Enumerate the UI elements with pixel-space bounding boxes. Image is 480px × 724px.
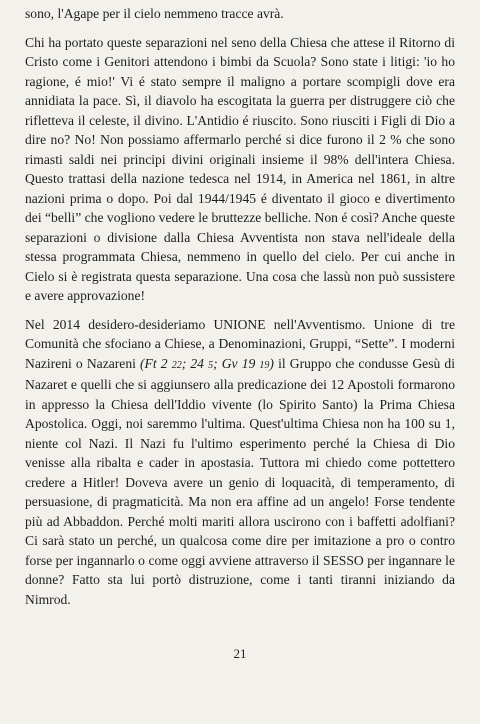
reference-close: ) [269, 355, 274, 371]
document-page [25, 4, 455, 618]
reference-verse-3: 19 [259, 359, 270, 371]
reference-mid: ; 24 [181, 355, 209, 371]
paragraph-continuation: sono, l'Agape per il cielo nemmeno tracce avrà. [25, 6, 284, 21]
bible-reference [140, 356, 274, 371]
paragraph-text-after-reference: il Gruppo che condusse Gesù di Nazaret e quelli che si aggiunsero alla predicazione dei 12 Apostoli formarono in appresso la Chiesa dell'Iddio vivente (lo Spirito Santo) la Prima Chiesa Apostolica. Oggi, noi saremmo l'ultima. Quest'ultima Chiesa non ha 100 su 1, niente col Nazi. Il Nazi fu l'ultimo esperimento perché la Chiesa di Dio venisse alla ribalta e cader in apostasia. Tuttora mi chiedo come pottettero credere a Hitler! Doveva avere un genio di loquacità, di temperamento, di persuasione, di pragmaticità. Ma non era affine ad un angelo! Forse tendente più ad Abbaddon. Perché molti mariti allora uscirono con i baffetti adolfiani? Ci sarà stato un perché, un qualcosa come dire per imitazione a pro o contro forse per ingannarlo o come oggi avviene attraverso il SESSO per ingannare le donne? Fatto sta lui portò distruzione, come i tanti tiranni iniziando da Nimrod. [25, 355, 456, 607]
reference-verse-2: 5 [208, 359, 214, 371]
reference-open: (Ft 2 [140, 355, 172, 371]
page-number: 21 [233, 646, 247, 661]
reference-verse-1: 22 [171, 359, 182, 371]
paragraph-separations: Chi ha portato queste separazioni nel seno della Chiesa che attese il Ritorno di Cristo come i Genitori attendono i bimbi da Scuola? Sono state i litigi: 'io ho ragione, é mio!' Vi é stato sempre il maligno a portare scompigli dove era annidiata la pace. Sì, il diavolo ha escogitata la guerra per distruggere ciò che rifletteva il celeste, il divino. L'Antidio é riuscito. Sono riusciti i Figli di Dio a dire no? No! Non possiamo affermarlo perché si dice furono il 2 % che sono rimasti saldi nei principi divini originali insieme il 98% dell'intera Chiesa. Questo trattasi della nazione tedesca nel 1914, in America nel 1861, in altre nazioni prima o dopo. Poi dal 1944/1945 é diventato il gioco e divertimento dei “belli” che vogliono vedere le bruttezze belliche. Non é così? Anche queste separazioni o divisione dalla Chiesa Avventista non stava nell'ideale della stessa programmata Chiesa, nemmeno in quello del cielo. Per cui anche in Cielo si è registrata questa separazione. Una cosa che lassù non può sussistere e avere approvazione! [25, 34, 455, 303]
reference-mid-2: ; Gv 19 [213, 355, 260, 371]
paragraph-text-before-reference: Nel 2014 desidero-desideriamo UNIONE nell'Avventismo. Unione di tre Comunità che sfociano a Chiese, a Denominazioni, Gruppi, “Sette”. I moderni Nazireni o Nazareni [25, 316, 455, 371]
paragraph-unity-2014 [25, 315, 455, 610]
